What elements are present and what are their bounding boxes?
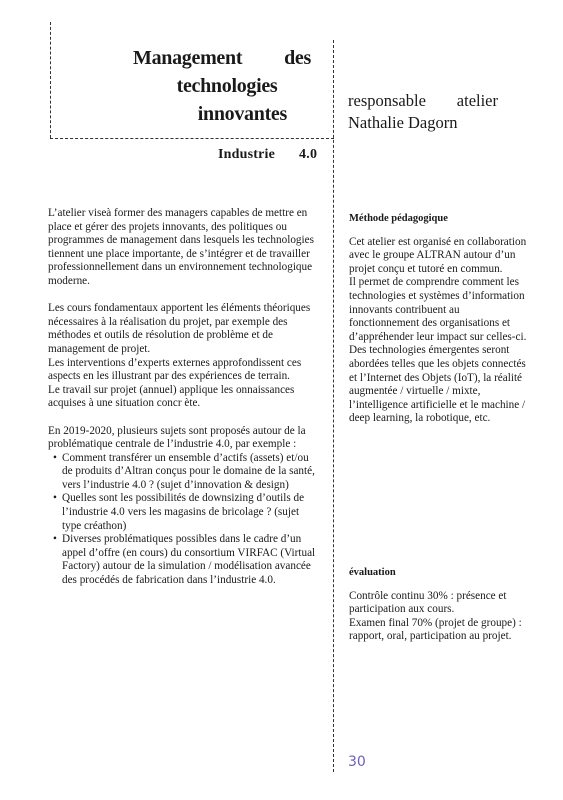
responsible-role: responsable bbox=[348, 91, 426, 110]
subjects-intro: En 2019-2020, plusieurs sujets sont proposés autour de la problématique centrale de l’industrie 4.0, par exemple : bbox=[48, 424, 306, 451]
courses-paragraph-3: Le travail sur projet (annuel) applique les onnaissances acquises à une situation concr ète. bbox=[48, 383, 295, 410]
subjects-list bbox=[48, 452, 320, 588]
method-text: Cet atelier est organisé en collaboration avec le groupe ALTRAN autour d’un projet conçu et tutoré en commun. bbox=[349, 235, 527, 275]
header-dashed-divider bbox=[50, 138, 334, 139]
left-dashed-border bbox=[50, 22, 51, 138]
courses-paragraph-1: Les cours fondamentaux apportent les éléments théoriques nécessaires à la réalisation du projet, par exemple des méthodes et outils de résolution de problème et de management de projet. bbox=[48, 302, 311, 355]
title-word-des: des bbox=[284, 47, 311, 69]
responsible-name: Nathalie Dagorn bbox=[348, 113, 458, 132]
method-heading: Méthode pédagogique bbox=[349, 213, 448, 224]
responsible-role-atelier: atelier bbox=[456, 91, 498, 110]
courses-paragraph-2: Les interventions d’experts externes approfondissent ces aspects en les illustrant par des expériences de terrain. bbox=[48, 356, 302, 383]
evaluation-heading: évaluation bbox=[349, 567, 396, 578]
title-line-innovantes: innovantes bbox=[197, 103, 287, 125]
responsible-block bbox=[348, 90, 498, 134]
evaluation-text-2: Examen final 70% (projet de groupe) : rapport, oral, participation au projet. bbox=[349, 616, 522, 643]
subtitle bbox=[218, 147, 317, 163]
method-text-2: Il permet de comprendre comment les technologies et systèmes d’information innovants contribuent au fonctionnement des organisations et d’appréhender leur impact sur celles-ci. Des technologies émergentes seront abordées telles que les objets connectés et l’Internet des Objets (IoT), la réalité augmentée / virtuelle / mixte, l’intelligence artificielle et le machine / deep learning, la robotique, etc. bbox=[349, 276, 527, 425]
title-line-technologies: technologies bbox=[176, 75, 278, 97]
column-dashed-divider bbox=[333, 40, 334, 772]
intro-paragraph: L’atelier viseà former des managers capables de mettre en place et gérer des projets innovants, des politiques ou programmes de management dans lesquels les technologies tiennent une place importante, de s’intégrer et de travailler professionnellement dans un environnement technologique moderne. bbox=[48, 207, 314, 287]
list-item: • Diverses problématiques possibles dans le cadre d’un appel d’offre (en cours) du consortium VIRFAC (Virtual Factory) autour de la simulation / modélisation avancée des procédés de fabrication dans l’industrie 4.0. bbox=[62, 533, 320, 587]
method-section bbox=[349, 212, 527, 426]
evaluation-section bbox=[349, 566, 527, 644]
list-item: • Quelles sont les possibilités de downsizing d’outils de l’industrie 4.0 vers les magasins de bricolage ? (sujet type créathon) bbox=[62, 492, 320, 533]
page-title bbox=[133, 44, 311, 128]
title-word-management: Management bbox=[133, 47, 243, 69]
evaluation-text: Contrôle continu 30% : présence et participation aux cours. bbox=[349, 589, 507, 616]
subtitle-industrie: Industrie bbox=[218, 147, 276, 162]
subtitle-version: 4.0 bbox=[299, 147, 318, 162]
list-item: • Comment transférer un ensemble d’actifs (assets) et/ou de produits d’Altran conçus pour le domaine de la santé, vers l’industrie 4.0 ? (sujet d’innovation & design) bbox=[62, 452, 320, 493]
left-column bbox=[48, 207, 320, 588]
page-number: 30 bbox=[348, 754, 366, 770]
